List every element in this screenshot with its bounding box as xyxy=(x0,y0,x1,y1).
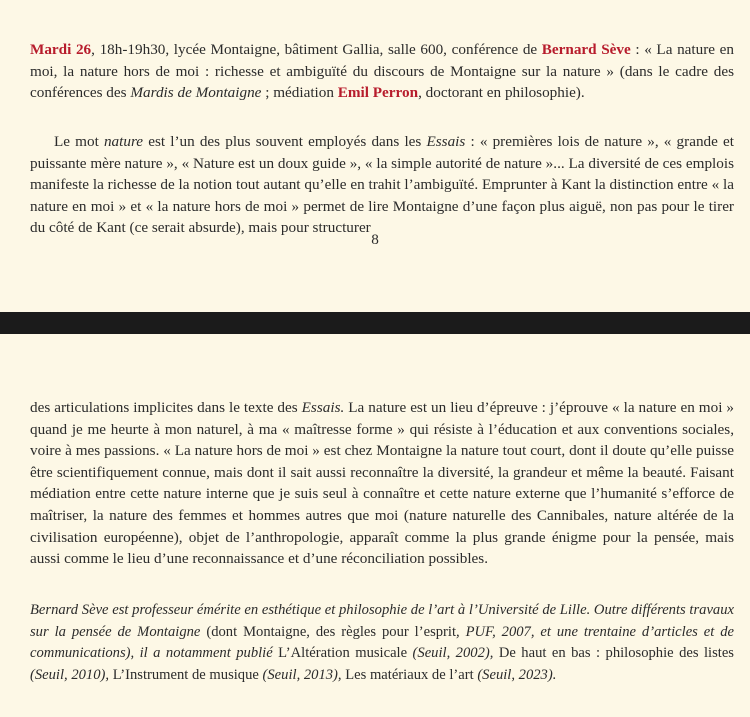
mediation-intro: ; médiation xyxy=(261,84,338,102)
event-date: Mardi 26 xyxy=(30,41,92,58)
mediator-role: , doctorant en philosophie). xyxy=(418,84,585,102)
bio-publisher: (Seuil, 2023). xyxy=(473,666,557,683)
book-title-essais: Essais. xyxy=(301,399,345,416)
page-number: 8 xyxy=(371,231,379,248)
speaker-name: Bernard Sève xyxy=(541,41,631,58)
bio-book-title: L’Instrument de musique xyxy=(112,666,259,683)
page-separator xyxy=(0,312,750,334)
body-text: La nature est un lieu d’épreuve : j’éprouve « la nature en moi » quand je me heurte à mon naturel, à ma « maîtresse forme » qui résiste à l’éducation et aux conventions sociales, voire à mes passions. « La nature hors de moi » est chez Montaigne la nature tout court, dont il doute qu’elle puisse être scientifiquement connue, mais dont il sait aussi reconnaître la diversité, la grandeur et même la beauté. Faisant médiation entre cette nature interne que je suis seul à connaître et cette nature externe que l’humanité s’efforce de maîtriser, la nature des femmes et hommes autres que moi (nature naturelle des Cannibales, nature altérée de la civilisation européenne), objet de l’anthropologie, apparaît comme la plus grande énigme pour la pensée, mais aussi comme le lieu d’une reconnaissance et d’une réconciliation possibles. xyxy=(30,399,734,568)
bio-publisher: (Seuil, 2013), xyxy=(258,666,346,683)
bio-book-title: De haut en bas : philosophie des listes xyxy=(498,645,734,662)
bio-book-title: L’Altération musicale xyxy=(278,645,408,662)
body-paragraph-page-9 xyxy=(30,397,734,570)
mediator-name: Emil Perron xyxy=(337,84,419,102)
bio-book-title: Montaigne, des règles pour l’esprit xyxy=(243,623,457,640)
event-details: , 18h-19h30, lycée Montaigne, bâtiment Gallia, salle 600, conférence de xyxy=(91,41,542,58)
author-bio xyxy=(30,600,734,686)
bio-text: Bernard Sève est professeur émérite en esthétique et philosophie de l’art à l’Université de Lille. Outre différents travaux sur la pensée de Montaigne xyxy=(30,602,734,640)
body-text: : « premières lois de nature », « grande et puissante mère nature », « Nature est un doux guide », « la simple autorité de nature »... La diversité de ces emplois manifeste la richesse de la notion tout autant qu’elle en trahit l’ambiguïté. Emprunter à Kant la distinction entre « la nature en moi » et « la nature hors de moi » permet de lire Montaigne d’une façon plus aiguë, non pas pour le tirer du côté de Kant (ce serait absurde), mais pour structurer xyxy=(30,133,734,237)
body-text: est l’un des plus souvent employés dans les xyxy=(143,133,427,150)
bio-publisher: (Seuil, 2002), xyxy=(407,645,499,662)
event-announcement xyxy=(30,39,734,104)
body-text: Le mot xyxy=(54,133,104,150)
bio-text: , PUF, 2007, et une trentaine d’articles et de communications), il a notamment publié xyxy=(30,623,734,662)
body-text: des articulations implicites dans le texte des xyxy=(30,399,302,416)
bio-text: (dont xyxy=(200,623,244,640)
lecture-series: Mardis de Montaigne xyxy=(130,84,262,102)
bio-publisher: (Seuil, 2010), xyxy=(30,666,113,683)
lecture-title: : « La nature en moi, la nature hors de moi : richesse et ambiguïté du discours de Montaigne sur la nature » (dans le cadre des conférences des xyxy=(30,41,734,102)
bio-book-title: Les matériaux de l’art xyxy=(345,666,474,683)
body-paragraph-page-8 xyxy=(30,131,734,239)
book-title-essais: Essais xyxy=(426,133,466,150)
keyword-nature: nature xyxy=(103,133,144,150)
